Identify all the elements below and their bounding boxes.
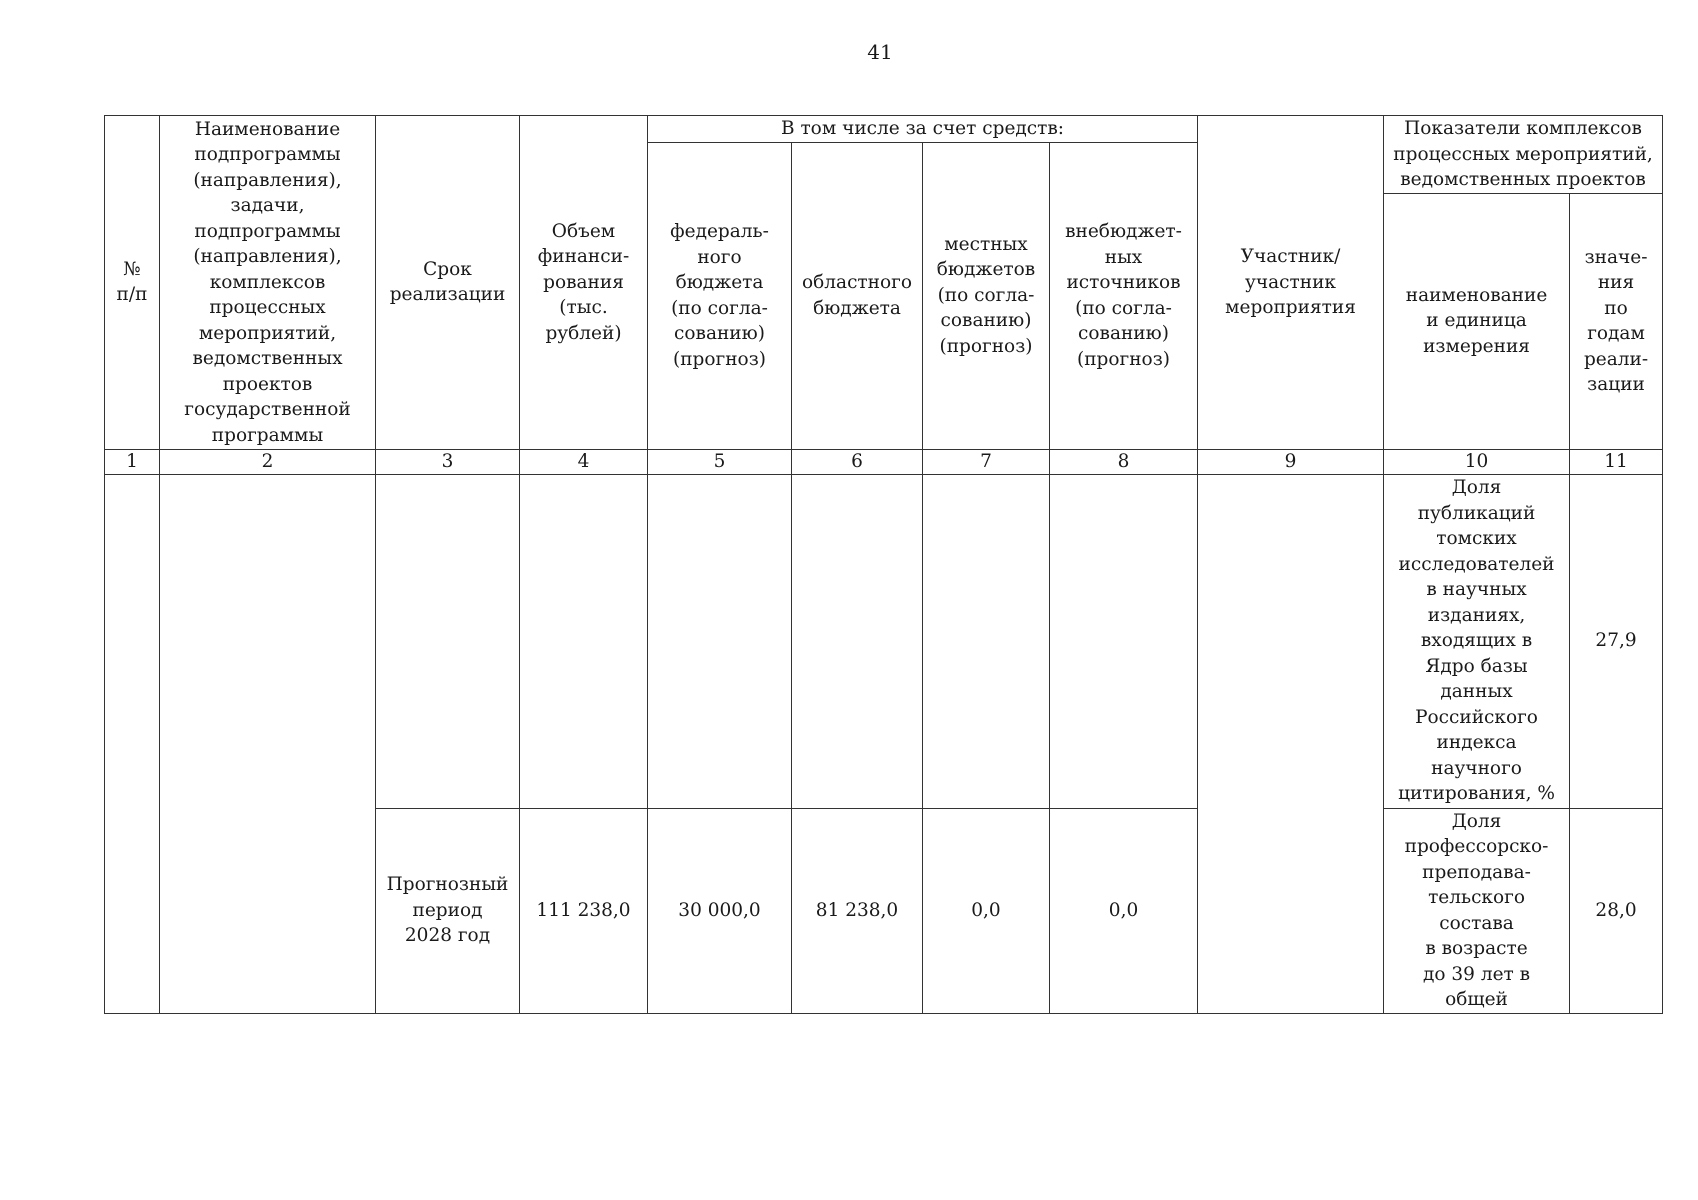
header-col-local: местных бюджетов (по согла- сованию) (прогноз) — [923, 142, 1050, 449]
column-number: 4 — [520, 449, 648, 474]
header-group-sources: В том числе за счет средств: — [648, 116, 1198, 143]
column-number: 7 — [923, 449, 1050, 474]
cell-term — [376, 474, 520, 808]
cell-volume: 111 238,0 — [520, 808, 648, 1013]
header-col-participant: Участник/ участник мероприятия — [1198, 116, 1384, 450]
cell-federal — [648, 474, 792, 808]
column-number: 3 — [376, 449, 520, 474]
column-number: 2 — [160, 449, 376, 474]
cell-indicator-name: Доля публикаций томских исследователей в научных изданиях, входящих в Ядро базы данных Российского индекса научного цитирования, % — [1384, 474, 1570, 808]
header-col-name: Наименование подпрограммы (направления), задачи, подпрограммы (направления), комплексов процессных мероприятий, ведомственных проектов государственной программы — [160, 116, 376, 450]
cell-federal: 30 000,0 — [648, 808, 792, 1013]
header-col-indicator-name: наименование и единица измерения — [1384, 193, 1570, 449]
cell-indicator-value: 27,9 — [1570, 474, 1663, 808]
column-number: 1 — [105, 449, 160, 474]
cell-indicator-value: 28,0 — [1570, 808, 1663, 1013]
header-col-regional: областного бюджета — [792, 142, 923, 449]
cell-regional — [792, 474, 923, 808]
cell-local: 0,0 — [923, 808, 1050, 1013]
page-number: 41 — [867, 40, 893, 64]
cell-participant — [1198, 474, 1384, 1013]
financing-table — [104, 115, 1663, 1014]
header-col-volume: Объем финанси- рования (тыс. рублей) — [520, 116, 648, 450]
header-group-indicators: Показатели комплексов процессных мероприятий, ведомственных проектов — [1384, 116, 1663, 194]
cell-extrabudget — [1050, 474, 1198, 808]
column-number: 6 — [792, 449, 923, 474]
cell-term: Прогнозный период 2028 год — [376, 808, 520, 1013]
cell-name — [160, 474, 376, 1013]
column-number-row — [105, 449, 1663, 474]
column-number: 11 — [1570, 449, 1663, 474]
column-number: 8 — [1050, 449, 1198, 474]
header-col-extrabudget: внебюджет- ных источников (по согла- сованию) (прогноз) — [1050, 142, 1198, 449]
cell-regional: 81 238,0 — [792, 808, 923, 1013]
table-row — [105, 474, 1663, 808]
cell-extrabudget: 0,0 — [1050, 808, 1198, 1013]
cell-volume — [520, 474, 648, 808]
column-number: 5 — [648, 449, 792, 474]
header-col-number: № п/п — [105, 116, 160, 450]
cell-local — [923, 474, 1050, 808]
column-number: 9 — [1198, 449, 1384, 474]
header-col-term: Срок реализации — [376, 116, 520, 450]
header-col-indicator-values: значе- ния по годам реали- зации — [1570, 193, 1663, 449]
header-col-federal: федераль- ного бюджета (по согла- сованию) (прогноз) — [648, 142, 792, 449]
cell-indicator-name: Доля профессорско- преподава- тельского состава в возрасте до 39 лет в общей — [1384, 808, 1570, 1013]
header-row-1 — [105, 116, 1663, 143]
cell-number — [105, 474, 160, 1013]
column-number: 10 — [1384, 449, 1570, 474]
